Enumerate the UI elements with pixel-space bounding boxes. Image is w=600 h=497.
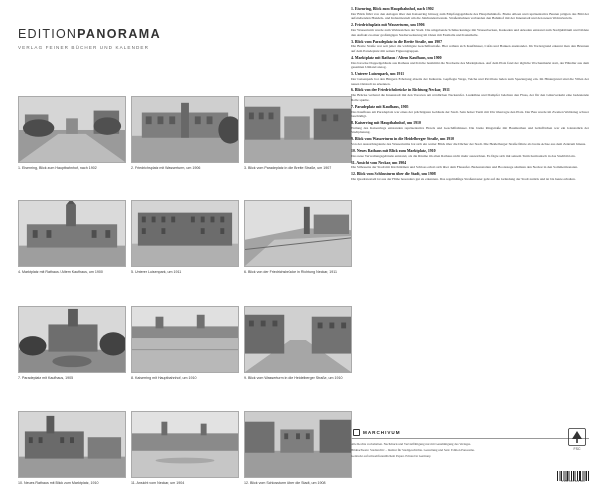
- imprint-text: [351, 442, 551, 459]
- entry-body: Das neue Verwaltungsgebäude entstand, als die Räume im alten Rathaus nicht mehr ausreichten. Es fügte sich mit seinem Turm harmonisch in das Stadtbild ein.: [351, 153, 576, 158]
- entry-title: 6. Blick von der Friedrichsbrücke in Richtung Neckar, 1911: [351, 88, 450, 93]
- entry-4: [351, 56, 589, 70]
- entry-body: Von der Aussichtsgalerie des Wasserturms bot sich ein weiter Blick über die Dächer der Stadt. Die Heidelberger Straße führte als breite Achse aus dem Zentrum hinaus.: [351, 142, 587, 147]
- entry-body: Das barocke Doppelgebäude aus Rathaus und Kirche bestimmt die Nordseite des Marktplatzes. Auf dem Platz fand der tägliche Wochenmarkt statt, der Händler aus dem gesamten Umland anzog.: [351, 60, 589, 70]
- entry-title: 11. Ansicht vom Neckar, um 1904: [351, 160, 407, 165]
- photo-10: [18, 411, 126, 478]
- thumbnail-caption: 2. Friedrichsplatz mit Wasserturm, um 1906: [131, 166, 201, 170]
- entry-title: 3. Blick vom Paradeplatz in die Breite Straße, um 1907: [351, 39, 443, 44]
- barcode: [557, 468, 589, 478]
- photo-12: [244, 411, 352, 478]
- tree-icon: [568, 428, 586, 446]
- entry-11: [351, 161, 589, 170]
- entry-title: 4. Marktplatz mit Rathaus / Altem Kaufhaus, um 1900: [351, 55, 442, 60]
- cert-label: FSC: [573, 447, 581, 451]
- thumbnail-caption: 9. Blick vom Wasserturm in die Heidelberger Straße, um 1910: [244, 376, 343, 380]
- photo-7: [18, 306, 126, 373]
- entry-7: [351, 105, 589, 119]
- thumbnail-caption: 5. Unterer Luisenpark, um 1911: [131, 270, 182, 274]
- entry-title: 10. Neues Rathaus mit Blick zum Marktplatz, 1910: [351, 148, 436, 153]
- photo-2: [131, 96, 239, 163]
- thumbnail-caption: 7. Paradeplatz mit Kaufhaus, 1905: [18, 376, 74, 380]
- publisher-logo: [353, 429, 401, 436]
- thumbnail-caption: 12. Blick vom Schlossturm über die Stadt, um 1908: [244, 481, 326, 485]
- thumbnail-caption: 6. Blick von der Friedrichsbrücke in Richtung Neckar, 1911: [244, 270, 338, 274]
- imprint-footer: [351, 428, 589, 490]
- thumbnail-caption: 1. Eisenring, Blick zum Hauptbahnhof, nach 1902: [18, 166, 97, 170]
- entry-1: [351, 7, 589, 21]
- footer-divider: [351, 438, 589, 439]
- entry-body: Die Breite Straße war seit jeher die wichtigste Geschäftsstraße. Hier reihten sich Kaufhäuser, Cafés und Banken aneinander. Im Vordergrund erkennt man den Brunnen auf dem Paradeplatz mit seinen Figurengruppen.: [351, 44, 589, 54]
- publisher-name: MARCHIVUM: [363, 430, 401, 435]
- photo-5: [131, 200, 239, 267]
- photo-1: [18, 96, 126, 163]
- thumbnail-caption: 10. Neues Rathaus mit Blick zum Marktplatz, 1910: [18, 481, 99, 485]
- photo-11: [131, 411, 239, 478]
- entry-6: [351, 88, 589, 102]
- thumbnail-grid: [18, 96, 343, 488]
- entry-12: [351, 172, 589, 181]
- brand-header: [18, 28, 161, 50]
- entry-body: Die Brücke verband die Innenstadt mit den Vororten am nördlichen Neckarufer. Lastkähne und Dampfer belebten den Fluss, der für den Güterverkehr eine bedeutende Rolle spielte.: [351, 93, 589, 102]
- entry-2: [351, 23, 589, 37]
- barcode-number: 4 260 039 123 456: [561, 479, 585, 483]
- entry-body: Der Luisenpark bot den Bürgern Erholung abseits der Industrie. Gepflegte Wege, Teiche und Pavillons luden zum Spaziergang ein. Im Hintergrund sind die Villen der neuen Oststadt zu erkennen.: [351, 77, 589, 86]
- brand-panorama: PANORAMA: [77, 27, 161, 41]
- entry-title: 9. Blick vom Wasserturm in die Heidelberger Straße, um 1910: [351, 137, 455, 142]
- entry-10: [351, 149, 589, 158]
- thumbnail-caption: 3. Blick vom Paradeplatz in die Breite Straße, um 1907: [244, 166, 332, 170]
- brand-title: [18, 28, 161, 41]
- entry-body: Das Kaufhaus am Paradeplatz war eines der prächtigsten Gebäude der Stadt. Sein hoher Turm mit Uhr überragte den Platz. Der Bau wurde im Zweiten Weltkrieg schwer beschädigt.: [351, 109, 589, 119]
- imprint-line: Alle Rechte vorbehalten. Nachdruck und Vervielfältigung nur mit Genehmigung des Verlages.: [351, 442, 472, 446]
- imprint-line: Bildnachweis: Stadtarchiv – Institut für Stadtgeschichte. Gestaltung und Satz: Edition Panorama.: [351, 447, 475, 452]
- entry-body: Die Quadratestadt ist aus der Höhe besonders gut zu erkennen. Das regelmäßige Straßenraster geht auf die Gründung der Stadt zurück und ist bis heute erhalten.: [351, 177, 576, 182]
- photo-3: [244, 96, 352, 163]
- imprint-line: Gedruckt auf umweltfreundlichem Papier. Printed in Germany.: [351, 453, 432, 458]
- photo-4: [18, 200, 126, 267]
- description-column: [351, 7, 589, 427]
- entry-5: [351, 72, 589, 86]
- entry-body: Der Wasserturm wurde zum Wahrzeichen der Stadt. Die umgebende Schmuckanlage mit Wasserbecken, Kaskaden und Arkaden entstand zum Stadtjubiläum und bildete den Auftakt zu einer großzügigen Stadterweiterung im Osten mit Festhalle und Kunsthalle.: [351, 28, 589, 37]
- thumbnail-caption: 8. Kaiserring mit Hauptbahnhof, um 1910: [131, 376, 197, 380]
- publisher-mark-icon: [353, 429, 360, 436]
- entry-title: 12. Blick vom Schlossturm über die Stadt, um 1908: [351, 172, 436, 177]
- brand-subtitle: VERLAG FEINER BÜCHER UND KALENDER: [18, 44, 150, 50]
- entry-title: 2. Friedrichsplatz mit Wasserturm, um 1906: [351, 23, 425, 28]
- entry-title: 5. Unterer Luisenpark, um 1911: [351, 72, 405, 77]
- entry-body: Die Silhouette der Stadt mit Kirchtürmen und Schloss erhob sich über dem Flussufer. Badeanstalten und Bootsstege säumten den Neckar in den Sommermonaten.: [351, 165, 578, 170]
- photo-8: [131, 306, 239, 373]
- entry-9: [351, 137, 589, 146]
- brand-edition: EDITION: [18, 27, 78, 41]
- entry-title: 7. Paradeplatz mit Kaufhaus, 1905: [351, 104, 409, 109]
- entry-title: 8. Kaiserring mit Hauptbahnhof, um 1910: [351, 120, 421, 125]
- photo-9: [244, 306, 352, 373]
- entry-body: Entlang des Kaiserrings entstanden repräsentative Hotels und Geschäftshäuser. Die breite Ringstraße mit Baumreihen und Grünflächen war ein Glanzstück der Stadtplanung.: [351, 125, 589, 135]
- entry-8: [351, 121, 589, 135]
- photo-6: [244, 200, 352, 267]
- entry-title: 1. Eisenring, Blick zum Hauptbahnhof, nach 1902: [351, 7, 434, 11]
- thumbnail-caption: 11. Ansicht vom Neckar, um 1904: [131, 481, 185, 485]
- entry-body: Der Blick führt von den Anlagen über den Kaiserring hinweg zum Empfangsgebäude des Hauptbahnhofs. Breite Alleen und repräsentative Bauten prägten das Bild der aufstrebenden Handels- und Industriestadt um die Jahrhundertwende. Straßenbahnen verbanden den Bahnhof mit der Innenstadt und den neuen Wohnvierteln.: [351, 11, 589, 21]
- entry-3: [351, 40, 589, 54]
- certification-badge: [565, 428, 589, 456]
- thumbnail-caption: 4. Marktplatz mit Rathaus / Altem Kaufhaus, um 1900: [18, 270, 103, 274]
